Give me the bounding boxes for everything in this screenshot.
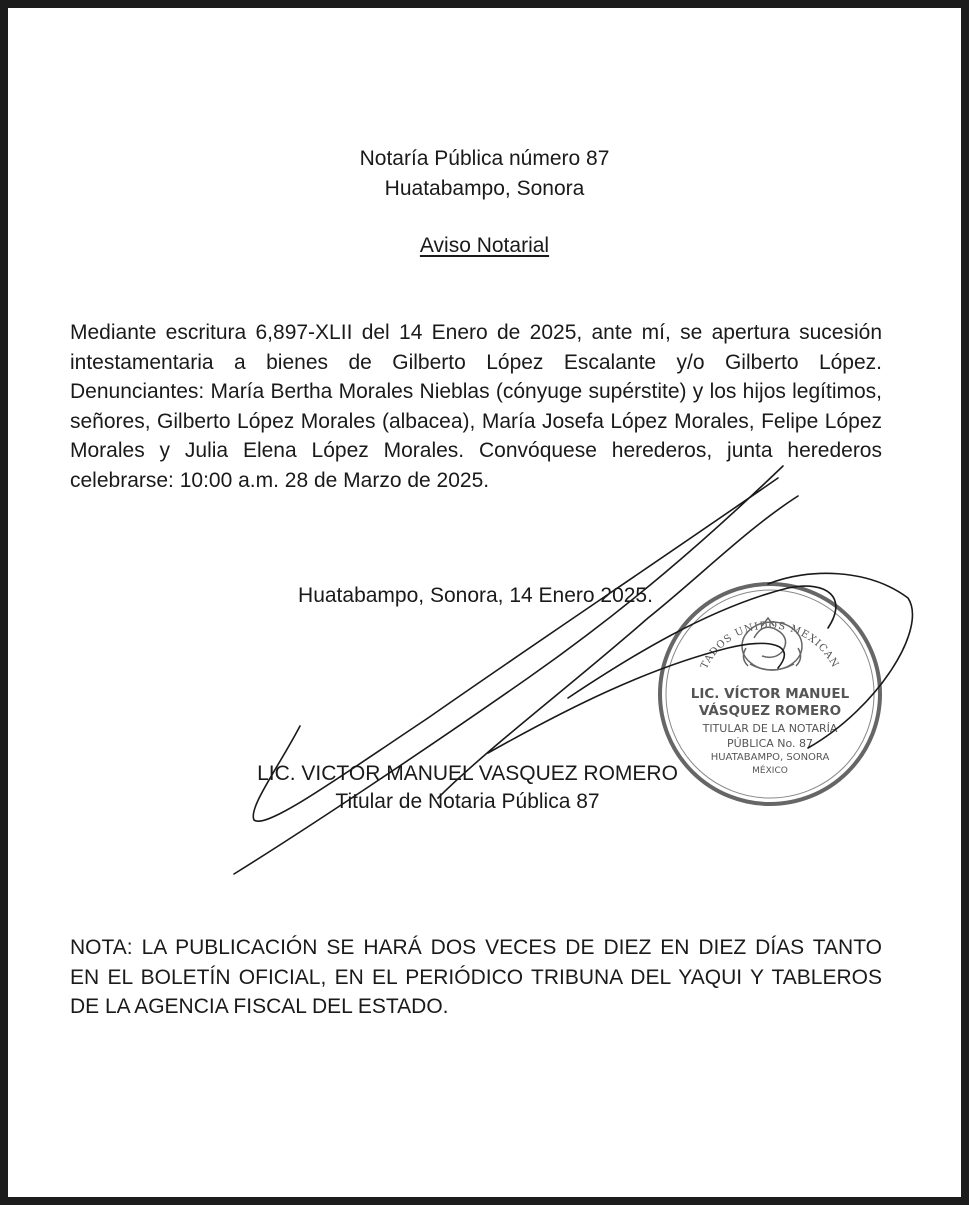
notary-office-name: Notaría Pública número 87 <box>359 147 610 170</box>
note-line-3: DE LA AGENCIA FISCAL DEL ESTADO. <box>70 995 449 1018</box>
seal-office-line: PÚBLICA No. 87 <box>726 737 814 750</box>
seal-arc-text: TADOS UNIDOS MEXICAN <box>699 620 841 671</box>
seal-name-line-1: LIC. VÍCTOR MANUEL <box>690 686 850 702</box>
notice-title-text: Aviso Notarial <box>419 234 550 257</box>
notice-body: Mediante escritura 6,897-XLII del 14 Enero de 2025, ante mí, se apertura sucesión intestamentaria a bienes de Gilberto López Escalante y/o Gilberto López. Denunciantes: María Bertha Morales Nieblas (cónyuge supérstite) y los hijos legítimos, señores, Gilberto López Morales (albacea), María Josefa López Morales, Felipe López Morales y Julia Elena López Morales. Convóquese herederos, junta herederos celebrarse: 10:00 a.m. 28 de Marzo de 2025. <box>70 321 882 492</box>
seal-name-line-2: VÁSQUEZ ROMERO <box>698 703 842 719</box>
seal-country-line: MÉXICO <box>752 766 788 776</box>
seal-city-line: HUATABAMPO, SONORA <box>710 752 830 763</box>
notary-location: Huatabampo, Sonora <box>384 177 585 200</box>
notary-seal <box>654 578 886 810</box>
signer-name: LIC. VICTOR MANUEL VASQUEZ ROMERO <box>257 762 678 785</box>
signer-role: Titular de Notaria Pública 87 <box>335 790 600 813</box>
seal-title-line: TITULAR DE LA NOTARÍA <box>702 722 838 735</box>
publication-note <box>70 933 882 1022</box>
place-and-date: Huatabampo, Sonora, 14 Enero 2025. <box>298 584 653 607</box>
note-line-1: NOTA: LA PUBLICACIÓN SE HARÁ DOS VECES DE DIEZ EN DIEZ DÍAS TANTO <box>70 936 882 959</box>
notary-header <box>8 144 961 204</box>
note-line-2: EN EL BOLETÍN OFICIAL, EN EL PERIÓDICO TRIBUNA DEL YAQUI Y TABLEROS <box>70 965 882 989</box>
notice-title <box>8 234 961 258</box>
